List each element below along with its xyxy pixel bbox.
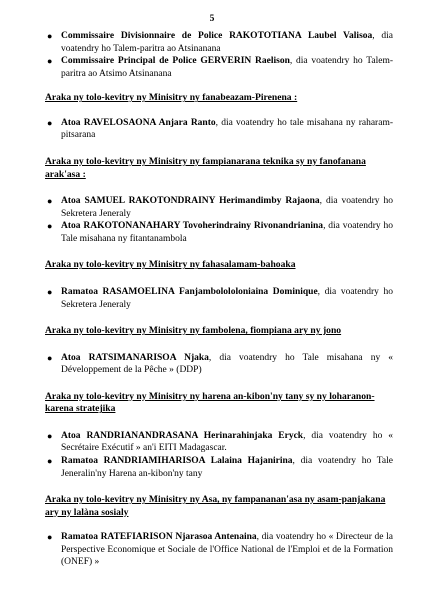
document-body bbox=[45, 30, 393, 569]
appointee-name: Commissaire Principal de Police GERVERIN Raelison bbox=[61, 56, 290, 67]
appointment-item bbox=[45, 195, 393, 220]
bullet-icon: ● bbox=[47, 117, 53, 128]
appointment-text: , dia voatendry ho Sekretera Jeneraly bbox=[61, 196, 394, 219]
bullet-icon: ● bbox=[47, 352, 53, 363]
appointee-name: Atoa RAVELOSAONA Anjara Ranto bbox=[61, 117, 216, 128]
section-title: Araka ny tolo-kevitry ny Minisitry ny fampianarana teknika sy ny fanofanana arak'asa : bbox=[45, 156, 366, 180]
appointment-list bbox=[45, 430, 393, 480]
bullet-icon: ● bbox=[47, 56, 53, 67]
appointment-item bbox=[45, 455, 393, 480]
appointment-text: , dia voatendry ho Sekretera Jeneraly bbox=[61, 286, 393, 310]
bullet-icon: ● bbox=[47, 31, 53, 41]
bullet-icon: ● bbox=[47, 532, 53, 543]
section-title: Araka ny tolo-kevitry ny Minisitry ny fambolena, fiompiana ary ny jono bbox=[45, 325, 342, 337]
appointee-name: Atoa RATSIMANARISOA Njaka bbox=[61, 352, 209, 363]
section-title: Araka ny tolo-kevitry ny Minisitry ny fanabeazam-Pirenena : bbox=[45, 92, 298, 104]
appointment-item bbox=[45, 352, 393, 377]
section-title: Araka ny tolo-kevitry ny Minisitry ny fahasalamam-bahoaka bbox=[45, 259, 296, 271]
bullet-icon: ● bbox=[47, 430, 53, 441]
appointment-text: , dia voatendry ho tale misahana ny raharam-pitsarana bbox=[61, 117, 393, 141]
appointment-text: , dia voatendry ho Tale Jeneralin'ny Harena an-kibon'ny tany bbox=[61, 456, 394, 479]
appointment-item bbox=[45, 286, 393, 311]
appointment-text: , dia voatendry ho « Secrétaire Exécutif » an'i EITI Madagascar. bbox=[61, 430, 394, 454]
appointee-name: Atoa SAMUEL RAKOTONDRAINY Herimandimby Rajaona bbox=[61, 196, 320, 207]
bullet-icon: ● bbox=[47, 196, 53, 207]
page-number: 5 bbox=[209, 14, 215, 24]
appointment-item bbox=[45, 220, 393, 245]
appointment-item bbox=[45, 531, 393, 569]
appointment-text: , dia voatendry ho Talem-paritra ao Atsinanana bbox=[61, 31, 393, 54]
appointment-list bbox=[45, 286, 393, 311]
appointment-text: , dia voatendry ho Tale misahana ny « Développement de la Pêche » (DDP) bbox=[61, 352, 394, 376]
appointment-text: , dia voatendry ho Talem-paritra ao Atsimo Atsinanana bbox=[61, 56, 394, 79]
section-title: Araka ny tolo-kevitry ny Minisitry ny harena an-kibon'ny tany sy ny loharanon-karena stratejika bbox=[45, 390, 375, 415]
appointment-list bbox=[45, 117, 393, 142]
appointee-name: Ramatoa RASAMOELINA Fanjambolololoniaina Dominique bbox=[61, 286, 318, 297]
bullet-icon: ● bbox=[47, 221, 53, 232]
appointee-name: Ramatoa RATEFIARISON Njarasoa Antenaina bbox=[61, 532, 257, 543]
appointment-item bbox=[45, 30, 393, 55]
appointment-text: , dia voatendry ho Tale misahana ny fitantanambola bbox=[61, 221, 394, 244]
appointment-item bbox=[45, 430, 393, 455]
bullet-icon: ● bbox=[47, 456, 53, 466]
appointment-item bbox=[45, 117, 393, 142]
appointment-item bbox=[45, 55, 393, 80]
appointee-name: Commissaire Divisionnaire de Police RAKOTOTIANA Laubel Valisoa bbox=[61, 31, 373, 41]
appointment-list bbox=[45, 531, 393, 569]
appointee-name: Atoa RAKOTONANAHARY Tovoherindrainy Rivonandrianina bbox=[61, 221, 324, 232]
appointment-list bbox=[45, 195, 393, 245]
appointment-list bbox=[45, 352, 393, 377]
appointment-text: , dia voatendry ho « Directeur de la Perspective Economique et Sociale de l'Office National de l'Emploi et de la Formation (ONEF) » bbox=[61, 532, 393, 568]
bullet-icon: ● bbox=[47, 286, 53, 297]
appointee-name: Ramatoa RANDRIAMIHARISOA Lalaina Hajanirina bbox=[61, 456, 293, 466]
appointment-list bbox=[45, 30, 393, 80]
section-title: Araka ny tolo-kevitry ny Minisitry ny Asa, ny fampananan'asa ny asam-panjakana ary ny lalàna sosialy bbox=[45, 494, 386, 518]
appointee-name: Atoa RANDRIANANDRASANA Herinarahinjaka Eryck bbox=[61, 430, 304, 441]
